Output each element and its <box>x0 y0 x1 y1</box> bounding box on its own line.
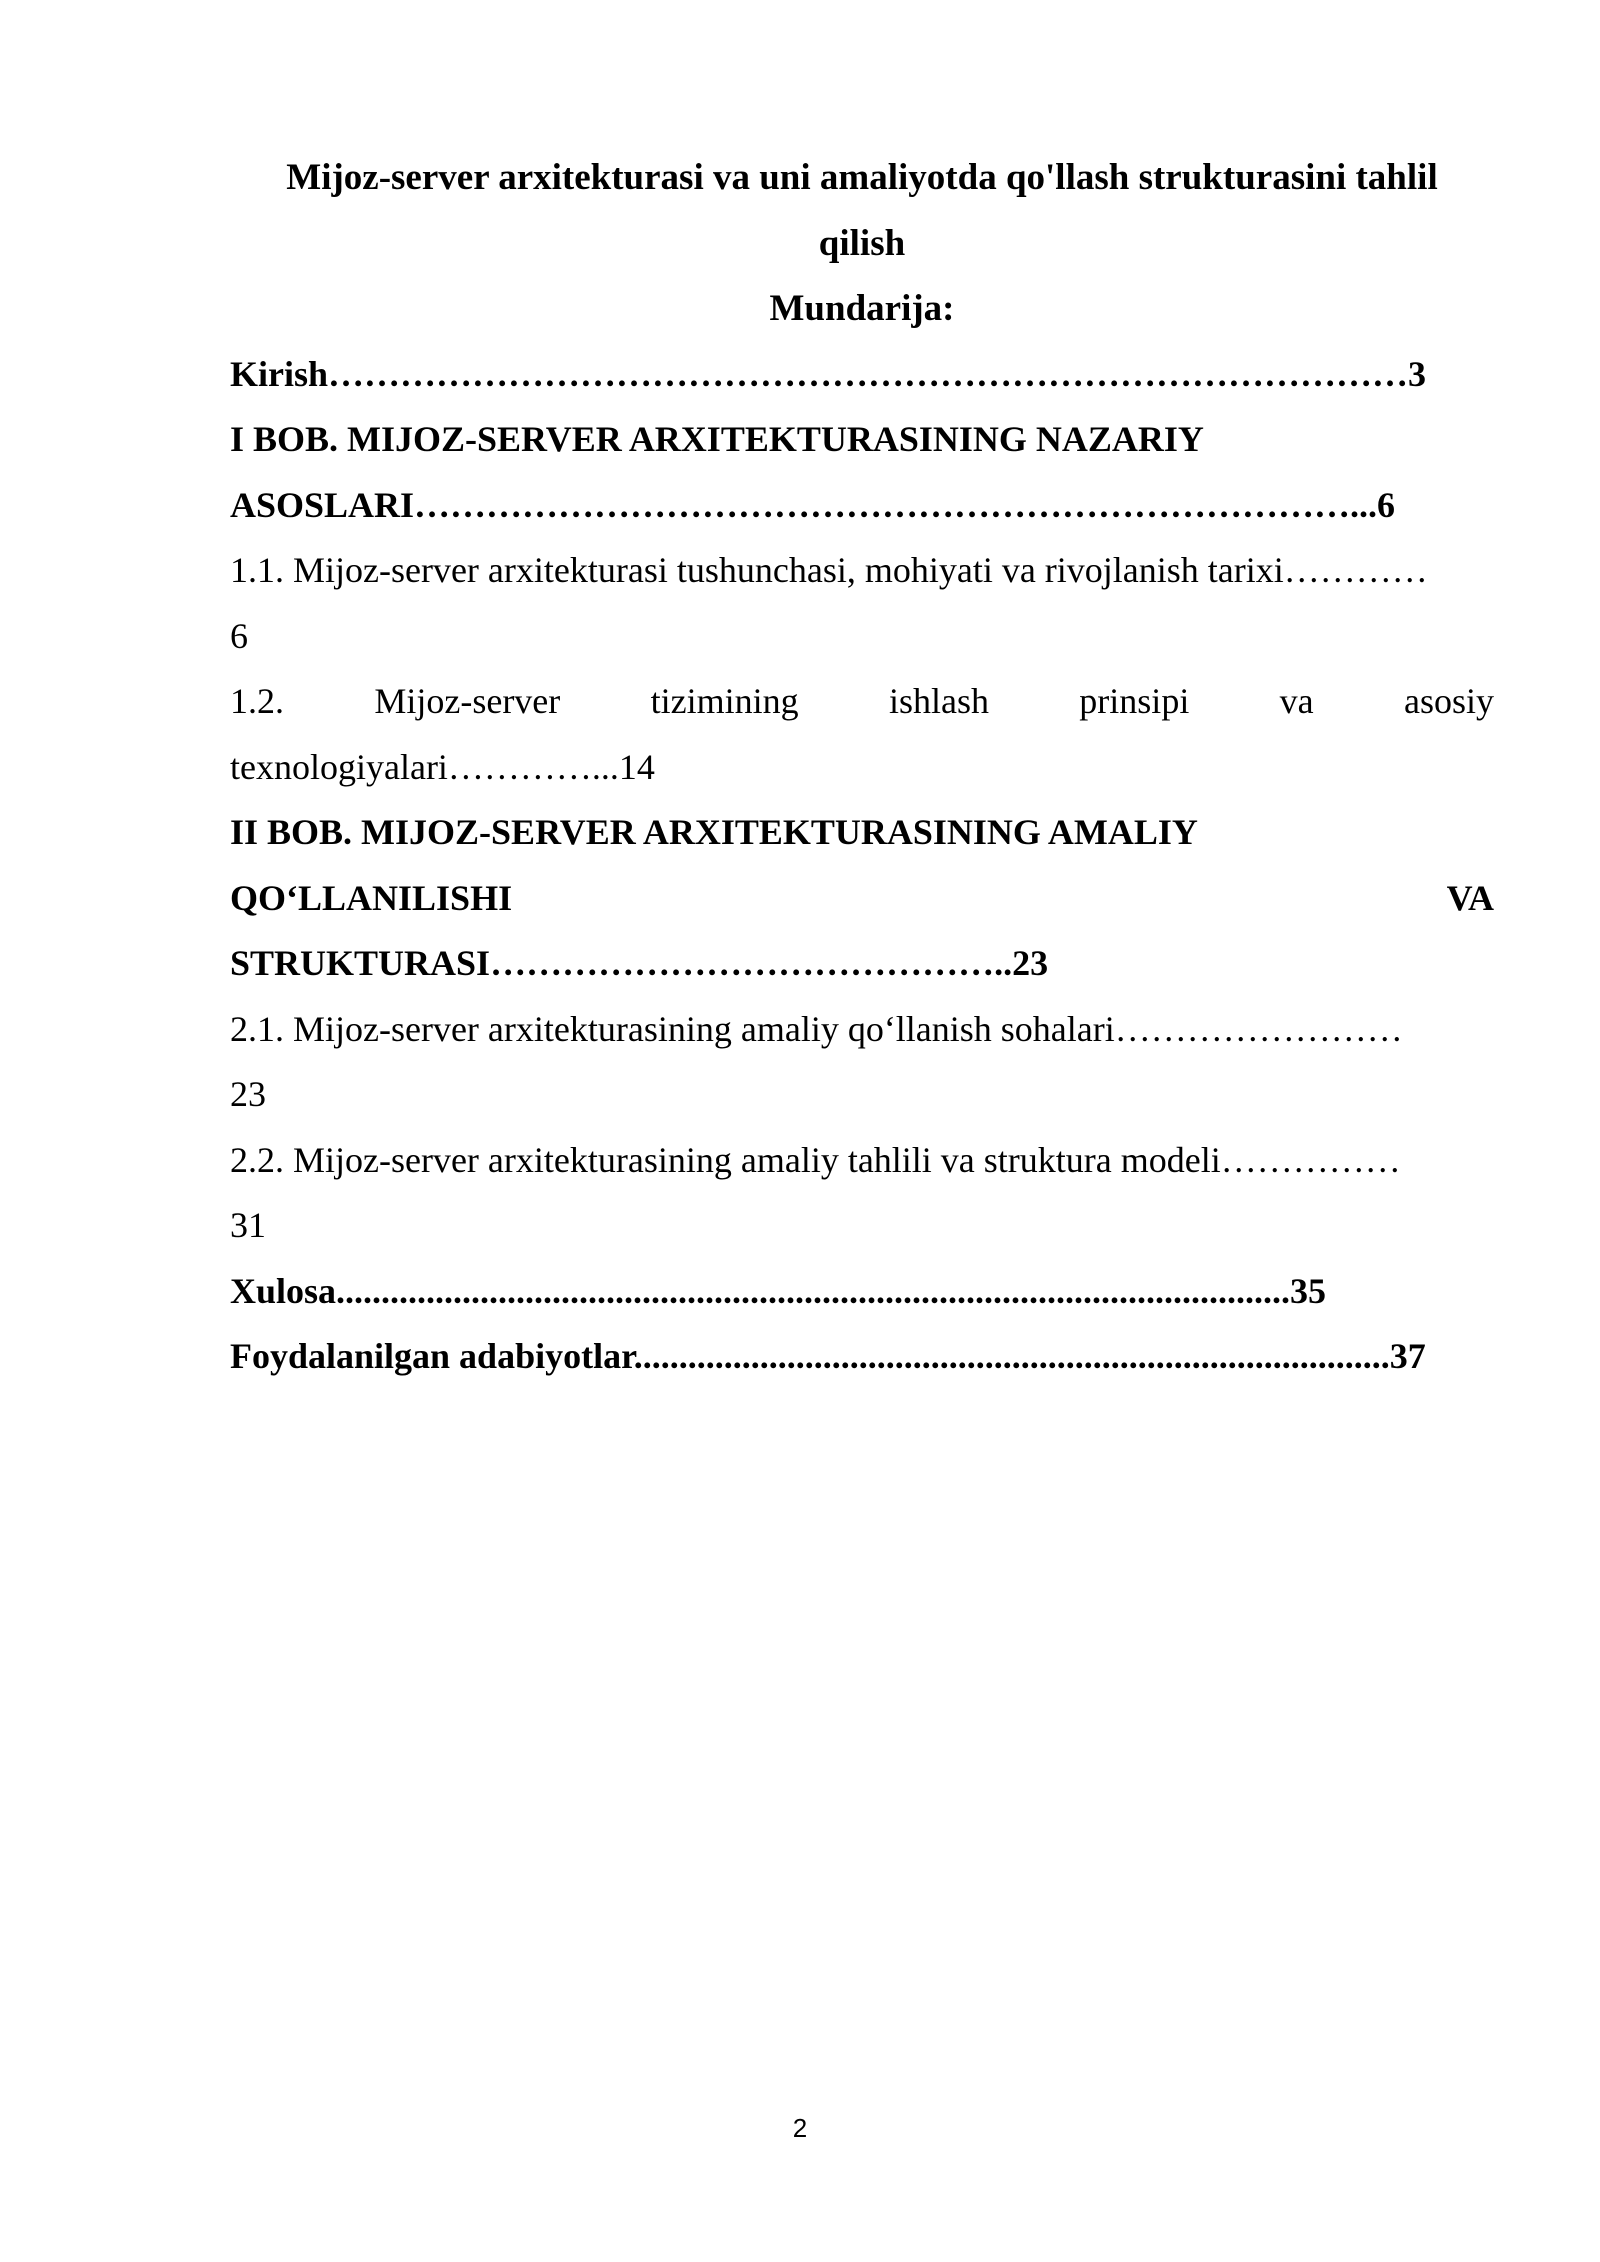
toc-entry-chapter-2-line-2: QO‘LLANILISHI VA <box>230 877 1494 918</box>
document-title: Mijoz-server arxitekturasi va uni amaliyotda qo'llash strukturasini tahlil qilish <box>286 157 1438 264</box>
page-number: 2 <box>792 2113 808 2143</box>
toc-entry-chapter-1-line-2: ASOSLARI……………………………………………………………………...6 <box>230 484 1396 525</box>
toc-entry-section-1-1-line-1: 1.1. Mijoz-server arxitekturasi tushunchasi, mohiyati va rivojlanish tarixi………… <box>230 550 1428 590</box>
toc-entry-section-1-2-line-1: 1.2. Mijoz-server tizimining ishlash prinsipi va asosiy <box>230 681 1494 721</box>
toc-entry-section-2-1-line-1: 2.1. Mijoz-server arxitekturasining amaliy qo‘llanish sohalari…………………… <box>230 1008 1403 1049</box>
toc-entry-section-1-2-line-2: texnologiyalari…………...14 <box>230 746 655 787</box>
toc-entry-section-2-1-page: 23 <box>230 1074 266 1114</box>
toc-entry-section-2-2-page: 31 <box>230 1205 266 1245</box>
toc-entry-kirish: Kirish………………………………………………………………………………3 <box>230 353 1427 394</box>
toc-heading: Mundarija: <box>769 288 955 329</box>
toc-entry-chapter-2-line-3: STRUKTURASI……………………………………..23 <box>230 943 1049 983</box>
toc-entry-chapter-2-line-1: II BOB. MIJOZ-SERVER ARXITEKTURASINING AMALIY <box>230 812 1198 852</box>
toc-entry-adabiyotlar: Foydalanilgan adabiyotlar....................................................................................37 <box>230 1336 1426 1376</box>
toc-entry-section-2-2-line-1: 2.2. Mijoz-server arxitekturasining amaliy tahlili va struktura modeli…………… <box>230 1139 1401 1180</box>
toc-entry-xulosa: Xulosa..........................................................................................................35 <box>230 1270 1327 1311</box>
toc-entry-section-1-1-page: 6 <box>230 615 248 656</box>
toc-entry-chapter-1-line-1: I BOB. MIJOZ-SERVER ARXITEKTURASINING NAZARIY <box>230 419 1204 459</box>
page-content <box>230 145 1494 1390</box>
